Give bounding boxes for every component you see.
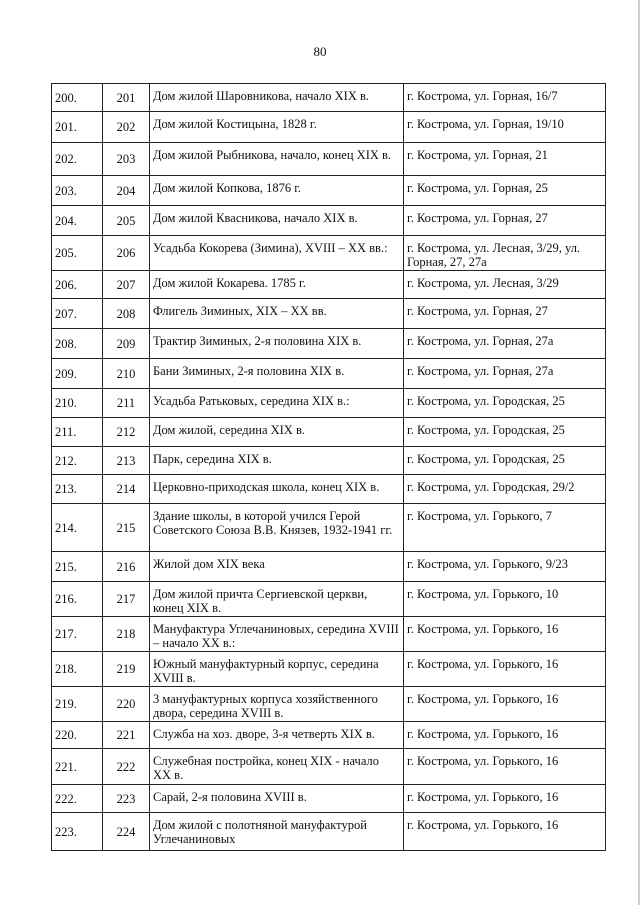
row-number-cell: 212. bbox=[52, 447, 103, 475]
object-id-cell: 210 bbox=[103, 359, 150, 389]
row-number-cell: 218. bbox=[52, 652, 103, 687]
table-row bbox=[52, 329, 606, 359]
object-id-cell: 223 bbox=[103, 785, 150, 813]
object-name-cell: Дом жилой Костицына, 1828 г. bbox=[150, 112, 404, 143]
object-address-cell: г. Кострома, ул. Горная, 16/7 bbox=[404, 84, 606, 112]
object-address-cell: г. Кострома, ул. Горького, 16 bbox=[404, 687, 606, 722]
object-id-cell: 203 bbox=[103, 143, 150, 176]
table-row bbox=[52, 652, 606, 687]
object-address-cell: г. Кострома, ул. Горького, 16 bbox=[404, 722, 606, 749]
table-row bbox=[52, 475, 606, 504]
object-address-cell: г. Кострома, ул. Горького, 16 bbox=[404, 652, 606, 687]
object-id-cell: 202 bbox=[103, 112, 150, 143]
object-address-cell: г. Кострома, ул. Горького, 16 bbox=[404, 813, 606, 851]
object-name-cell: Усадьба Ратьковых, середина XIX в.: bbox=[150, 389, 404, 418]
row-number-cell: 201. bbox=[52, 112, 103, 143]
object-id-cell: 215 bbox=[103, 504, 150, 552]
object-id-cell: 224 bbox=[103, 813, 150, 851]
row-number-cell: 223. bbox=[52, 813, 103, 851]
object-name-cell: Дом жилой Рыбникова, начало, конец XIX в. bbox=[150, 143, 404, 176]
object-name-cell: Сарай, 2-я половина XVIII в. bbox=[150, 785, 404, 813]
object-id-cell: 206 bbox=[103, 236, 150, 271]
object-address-cell: г. Кострома, ул. Горная, 25 bbox=[404, 176, 606, 206]
object-address-cell: г. Кострома, ул. Городская, 29/2 bbox=[404, 475, 606, 504]
row-number-cell: 208. bbox=[52, 329, 103, 359]
row-number-cell: 204. bbox=[52, 206, 103, 236]
table-row bbox=[52, 206, 606, 236]
object-id-cell: 221 bbox=[103, 722, 150, 749]
heritage-objects-table bbox=[51, 83, 606, 851]
object-id-cell: 218 bbox=[103, 617, 150, 652]
object-id-cell: 201 bbox=[103, 84, 150, 112]
table-row bbox=[52, 617, 606, 652]
table-row bbox=[52, 271, 606, 299]
object-name-cell: Трактир Зиминых, 2-я половина XIX в. bbox=[150, 329, 404, 359]
object-name-cell: Церковно-приходская школа, конец XIX в. bbox=[150, 475, 404, 504]
object-id-cell: 209 bbox=[103, 329, 150, 359]
row-number-cell: 207. bbox=[52, 299, 103, 329]
object-address-cell: г. Кострома, ул. Горького, 16 bbox=[404, 617, 606, 652]
table-row bbox=[52, 84, 606, 112]
table-row bbox=[52, 552, 606, 582]
object-name-cell: Дом жилой, середина XIX в. bbox=[150, 418, 404, 447]
object-id-cell: 212 bbox=[103, 418, 150, 447]
object-address-cell: г. Кострома, ул. Горная, 27а bbox=[404, 329, 606, 359]
object-name-cell: Дом жилой Копкова, 1876 г. bbox=[150, 176, 404, 206]
row-number-cell: 213. bbox=[52, 475, 103, 504]
object-name-cell: Дом жилой с полотняной мануфактурой Углечаниновых bbox=[150, 813, 404, 851]
row-number-cell: 203. bbox=[52, 176, 103, 206]
object-id-cell: 220 bbox=[103, 687, 150, 722]
row-number-cell: 206. bbox=[52, 271, 103, 299]
table-row bbox=[52, 389, 606, 418]
object-name-cell: Здание школы, в которой учился Герой Советского Союза В.В. Князев, 1932-1941 гг. bbox=[150, 504, 404, 552]
object-name-cell: 3 мануфактурных корпуса хозяйственного двора, середина XVIII в. bbox=[150, 687, 404, 722]
row-number-cell: 219. bbox=[52, 687, 103, 722]
table-row bbox=[52, 722, 606, 749]
table-row bbox=[52, 418, 606, 447]
object-name-cell: Дом жилой Кокарева. 1785 г. bbox=[150, 271, 404, 299]
table-row bbox=[52, 785, 606, 813]
object-name-cell: Южный мануфактурный корпус, середина XVIII в. bbox=[150, 652, 404, 687]
object-address-cell: г. Кострома, ул. Горького, 7 bbox=[404, 504, 606, 552]
object-name-cell: Мануфактура Углечаниновых, середина XVIII – начало XX в.: bbox=[150, 617, 404, 652]
object-name-cell: Служба на хоз. дворе, 3-я четверть XIX в. bbox=[150, 722, 404, 749]
table-row bbox=[52, 687, 606, 722]
object-id-cell: 208 bbox=[103, 299, 150, 329]
object-name-cell: Служебная постройка, конец XIX - начало XX в. bbox=[150, 749, 404, 785]
row-number-cell: 214. bbox=[52, 504, 103, 552]
object-name-cell: Дом жилой Квасникова, начало XIX в. bbox=[150, 206, 404, 236]
table-row bbox=[52, 504, 606, 552]
object-address-cell: г. Кострома, ул. Горького, 9/23 bbox=[404, 552, 606, 582]
object-name-cell: Флигель Зиминых, XIX – XX вв. bbox=[150, 299, 404, 329]
table-row bbox=[52, 447, 606, 475]
row-number-cell: 200. bbox=[52, 84, 103, 112]
table-row bbox=[52, 582, 606, 617]
page-number: 80 bbox=[313, 44, 327, 59]
row-number-cell: 205. bbox=[52, 236, 103, 271]
object-id-cell: 217 bbox=[103, 582, 150, 617]
object-id-cell: 214 bbox=[103, 475, 150, 504]
object-address-cell: г. Кострома, ул. Горького, 16 bbox=[404, 749, 606, 785]
object-name-cell: Дом жилой причта Сергиевской церкви, конец XIX в. bbox=[150, 582, 404, 617]
table-row bbox=[52, 359, 606, 389]
object-id-cell: 216 bbox=[103, 552, 150, 582]
object-id-cell: 205 bbox=[103, 206, 150, 236]
table-row bbox=[52, 176, 606, 206]
row-number-cell: 211. bbox=[52, 418, 103, 447]
object-address-cell: г. Кострома, ул. Городская, 25 bbox=[404, 389, 606, 418]
object-id-cell: 204 bbox=[103, 176, 150, 206]
row-number-cell: 220. bbox=[52, 722, 103, 749]
object-id-cell: 222 bbox=[103, 749, 150, 785]
object-address-cell: г. Кострома, ул. Горького, 16 bbox=[404, 785, 606, 813]
object-address-cell: г. Кострома, ул. Лесная, 3/29 bbox=[404, 271, 606, 299]
row-number-cell: 222. bbox=[52, 785, 103, 813]
row-number-cell: 215. bbox=[52, 552, 103, 582]
object-id-cell: 213 bbox=[103, 447, 150, 475]
object-address-cell: г. Кострома, ул. Горная, 21 bbox=[404, 143, 606, 176]
object-address-cell: г. Кострома, ул. Городская, 25 bbox=[404, 418, 606, 447]
table-row bbox=[52, 813, 606, 851]
table-row bbox=[52, 143, 606, 176]
table-row bbox=[52, 749, 606, 785]
object-name-cell: Дом жилой Шаровникова, начало XIX в. bbox=[150, 84, 404, 112]
object-address-cell: г. Кострома, ул. Горная, 19/10 bbox=[404, 112, 606, 143]
row-number-cell: 216. bbox=[52, 582, 103, 617]
object-name-cell: Бани Зиминых, 2-я половина XIX в. bbox=[150, 359, 404, 389]
row-number-cell: 202. bbox=[52, 143, 103, 176]
object-address-cell: г. Кострома, ул. Горького, 10 bbox=[404, 582, 606, 617]
object-name-cell: Усадьба Кокорева (Зимина), XVIII – XX вв.: bbox=[150, 236, 404, 271]
object-address-cell: г. Кострома, ул. Горная, 27 bbox=[404, 206, 606, 236]
object-address-cell: г. Кострома, ул. Лесная, 3/29, ул. Горная, 27, 27а bbox=[404, 236, 606, 271]
table-row bbox=[52, 112, 606, 143]
object-id-cell: 211 bbox=[103, 389, 150, 418]
object-address-cell: г. Кострома, ул. Горная, 27 bbox=[404, 299, 606, 329]
object-address-cell: г. Кострома, ул. Городская, 25 bbox=[404, 447, 606, 475]
table-row bbox=[52, 299, 606, 329]
object-id-cell: 207 bbox=[103, 271, 150, 299]
row-number-cell: 209. bbox=[52, 359, 103, 389]
table-row bbox=[52, 236, 606, 271]
object-address-cell: г. Кострома, ул. Горная, 27а bbox=[404, 359, 606, 389]
object-id-cell: 219 bbox=[103, 652, 150, 687]
row-number-cell: 221. bbox=[52, 749, 103, 785]
object-name-cell: Парк, середина XIX в. bbox=[150, 447, 404, 475]
row-number-cell: 210. bbox=[52, 389, 103, 418]
row-number-cell: 217. bbox=[52, 617, 103, 652]
object-name-cell: Жилой дом XIX века bbox=[150, 552, 404, 582]
